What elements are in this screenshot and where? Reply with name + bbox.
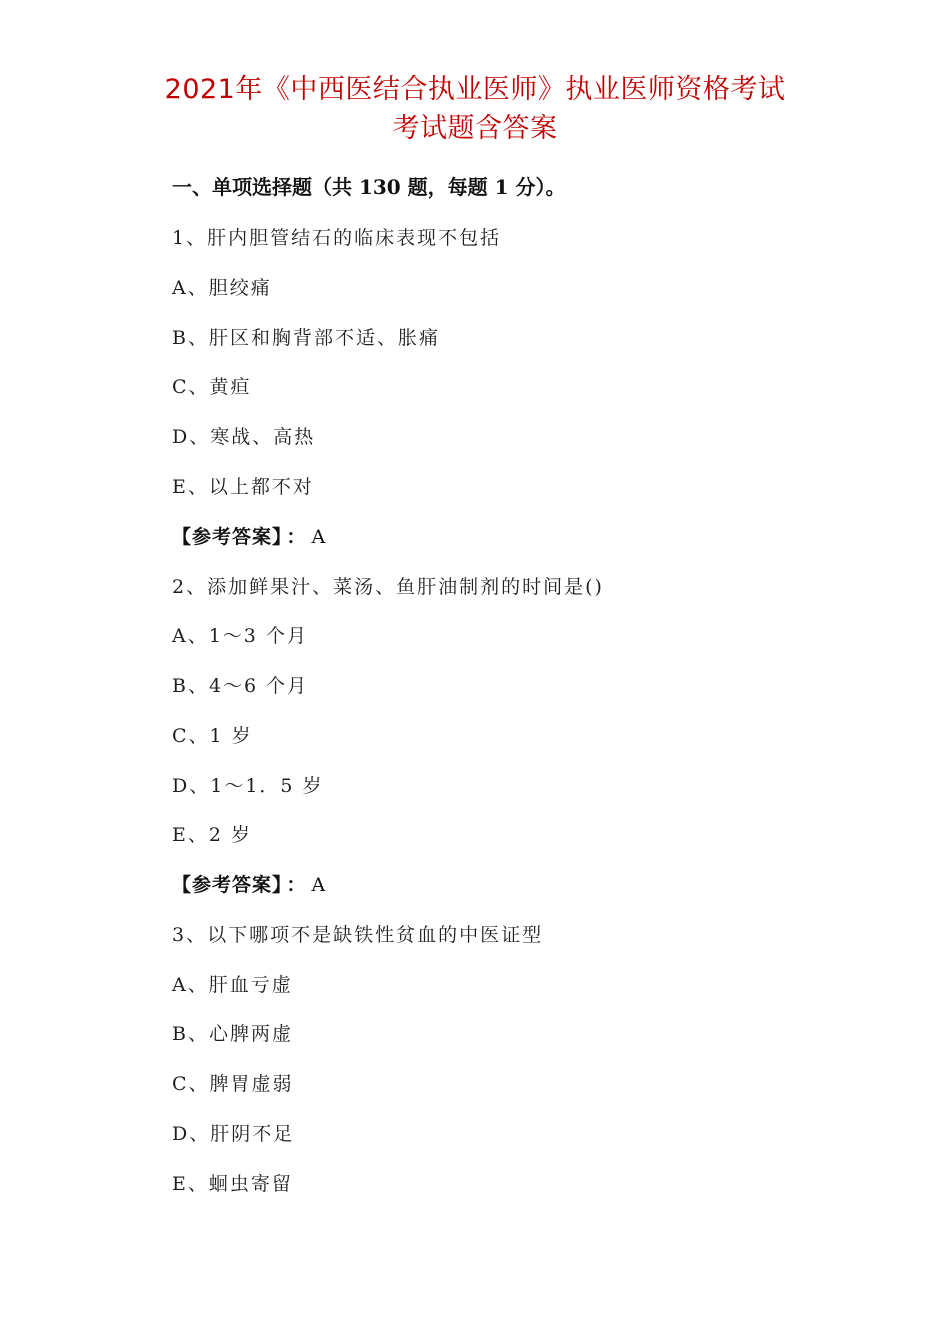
question-3-option-e: E、蛔虫寄留 [172, 1173, 293, 1195]
question-1-option-d: D、寒战、高热 [172, 426, 316, 448]
document-title-line-1: 2021年《中西医结合执业医师》执业医师资格考试 [164, 74, 786, 105]
question-2-option-c: C、1 岁 [172, 725, 253, 747]
question-1-option-e: E、以上都不对 [172, 476, 314, 498]
section-heading: 一、单项选择题（共 130 题，每题 1 分）。 [172, 175, 566, 199]
question-2-answer [172, 871, 325, 899]
question-1-option-b: B、肝区和胸背部不适、胀痛 [172, 327, 440, 349]
question-2-option-d: D、1～1．5 岁 [172, 775, 324, 797]
question-3-option-b: B、心脾两虚 [172, 1023, 293, 1045]
answer-label: 【参考答案】 [172, 874, 283, 896]
question-2-option-e: E、2 岁 [172, 824, 252, 846]
question-2-option-a: A、1～3 个月 [172, 625, 308, 647]
answer-label: 【参考答案】 [172, 526, 283, 548]
question-1-answer [172, 523, 325, 551]
question-3-option-d: D、肝阴不足 [172, 1123, 295, 1145]
document-title-line-2: 考试题含答案 [392, 113, 558, 144]
question-1-stem: 1、肝内胆管结石的临床表现不包括 [172, 227, 502, 249]
question-3-stem: 3、以下哪项不是缺铁性贫血的中医证型 [172, 924, 544, 946]
question-1-option-a: A、胆绞痛 [172, 277, 272, 299]
question-1-option-c: C、黄疸 [172, 376, 252, 398]
question-3-option-a: A、肝血亏虚 [172, 974, 293, 996]
answer-separator: ： [286, 874, 306, 896]
answer-separator: ： [286, 526, 306, 548]
question-2-stem: 2、添加鲜果汁、菜汤、鱼肝油制剂的时间是() [172, 576, 604, 598]
answer-value: A [311, 526, 326, 548]
answer-value: A [311, 874, 326, 896]
question-3-option-c: C、脾胃虚弱 [172, 1073, 294, 1095]
question-2-option-b: B、4～6 个月 [172, 675, 309, 697]
